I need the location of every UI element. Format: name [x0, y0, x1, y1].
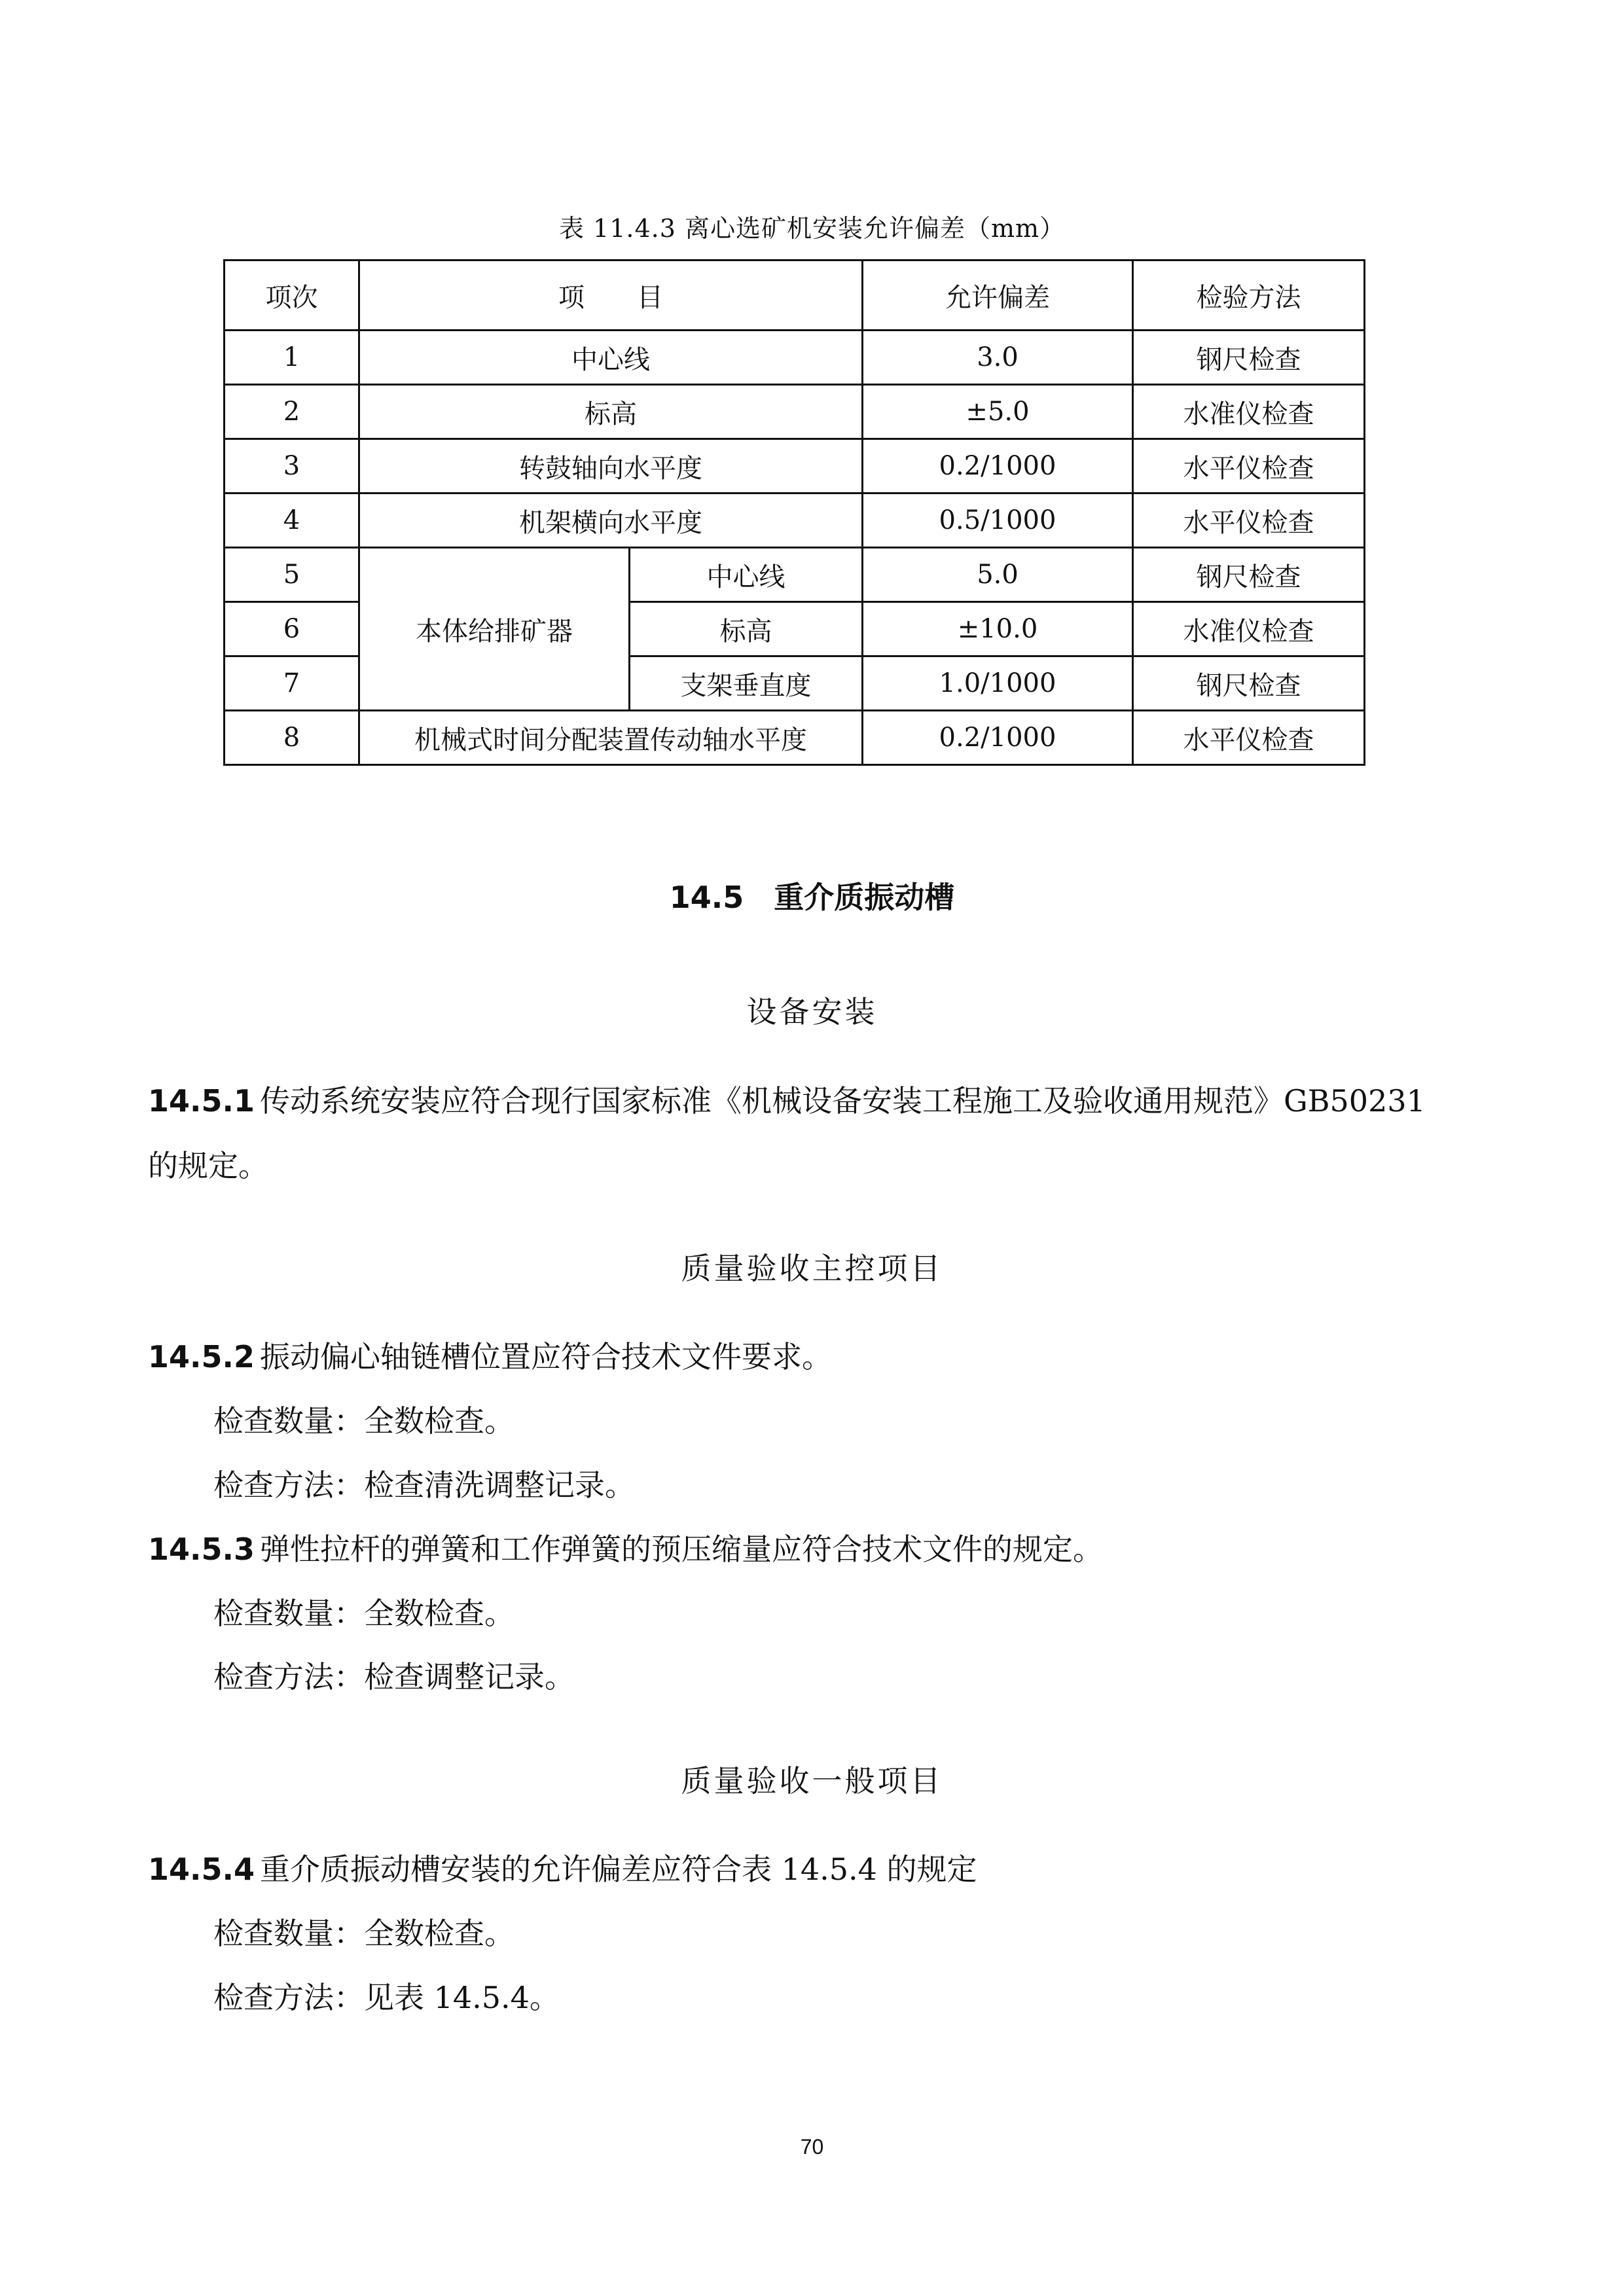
row-index: 8 [225, 711, 359, 765]
table-row [225, 439, 1365, 493]
clause-14-5-1 [148, 1077, 1426, 1121]
row-method: 水准仪检查 [1133, 385, 1365, 439]
tolerance-table [223, 259, 1365, 766]
row-index: 5 [225, 548, 359, 602]
header-tolerance: 允许偏差 [863, 260, 1133, 331]
row-method: 水准仪检查 [1133, 602, 1365, 656]
table-row [225, 548, 1365, 602]
row-tolerance: ±5.0 [863, 385, 1133, 439]
row-index: 2 [225, 385, 359, 439]
row-method: 钢尺检查 [1133, 331, 1365, 385]
row-tolerance: 0.2/1000 [863, 439, 1133, 493]
clause-14-5-1-continued: 的规定。 [148, 1148, 268, 1183]
row-tolerance: 0.5/1000 [863, 493, 1133, 548]
row-item: 支架垂直度 [630, 656, 863, 711]
row-tolerance: 0.2/1000 [863, 711, 1133, 765]
table-row [225, 493, 1365, 548]
row-index: 7 [225, 656, 359, 711]
check-method: 检查方法：检查清洗调整记录。 [213, 1467, 635, 1503]
row-index: 1 [225, 331, 359, 385]
subheading-main-items: 质量验收主控项目 [681, 1251, 943, 1286]
row-item: 标高 [630, 602, 863, 656]
row-item: 机械式时间分配装置传动轴水平度 [359, 711, 863, 765]
row-item: 机架横向水平度 [359, 493, 863, 548]
section-title: 重介质振动槽 [774, 880, 955, 915]
row-method: 水平仪检查 [1133, 439, 1365, 493]
clause-number: 14.5.1 [148, 1083, 255, 1119]
clause-text: 弹性拉杆的弹簧和工作弹簧的预压缩量应符合技术文件的规定。 [259, 1532, 1103, 1567]
row-method: 钢尺检查 [1133, 656, 1365, 711]
row-index: 3 [225, 439, 359, 493]
row-index: 6 [225, 602, 359, 656]
clause-text: 振动偏心轴链槽位置应符合技术文件要求。 [259, 1339, 832, 1374]
row-item: 标高 [359, 385, 863, 439]
row-method: 钢尺检查 [1133, 548, 1365, 602]
row-tolerance: 3.0 [863, 331, 1133, 385]
row-item: 中心线 [359, 331, 863, 385]
row-tolerance: ±10.0 [863, 602, 1133, 656]
check-method: 检查方法：检查调整记录。 [213, 1659, 575, 1695]
row-method: 水平仪检查 [1133, 493, 1365, 548]
table-caption: 表 11.4.3 离心选矿机安装允许偏差（mm） [558, 214, 1066, 243]
table-row [225, 331, 1365, 385]
row-tolerance: 1.0/1000 [863, 656, 1133, 711]
header-index: 项次 [225, 260, 359, 331]
page-number: 70 [800, 2135, 824, 2159]
clause-number: 14.5.3 [148, 1532, 255, 1567]
check-quantity: 检查数量：全数检查。 [213, 1916, 514, 1951]
clause-14-5-3 [148, 1526, 1103, 1569]
check-method: 检查方法：见表 14.5.4。 [213, 1980, 560, 2015]
section-heading [0, 874, 1624, 917]
clause-number: 14.5.4 [148, 1852, 255, 1887]
clause-text: 重介质振动槽安装的允许偏差应符合表 14.5.4 的规定 [259, 1852, 977, 1887]
header-method: 检验方法 [1133, 260, 1365, 331]
table-row [225, 385, 1365, 439]
header-item: 项 目 [359, 260, 863, 331]
table-row [225, 711, 1365, 765]
subheading-general-items: 质量验收一般项目 [681, 1763, 943, 1799]
section-number: 14.5 [669, 880, 744, 915]
row-index: 4 [225, 493, 359, 548]
row-method: 水平仪检查 [1133, 711, 1365, 765]
clause-text: 传动系统安装应符合现行国家标准《机械设备安装工程施工及验收通用规范》GB50231 [259, 1083, 1426, 1119]
row-group-label: 本体给排矿器 [359, 548, 630, 711]
clause-number: 14.5.2 [148, 1339, 255, 1374]
clause-14-5-4 [148, 1846, 977, 1889]
row-tolerance: 5.0 [863, 548, 1133, 602]
table-header-row [225, 260, 1365, 331]
clause-14-5-2 [148, 1333, 832, 1376]
check-quantity: 检查数量：全数检查。 [213, 1403, 514, 1439]
row-item: 转鼓轴向水平度 [359, 439, 863, 493]
row-item: 中心线 [630, 548, 863, 602]
check-quantity: 检查数量：全数检查。 [213, 1596, 514, 1631]
subheading-install: 设备安装 [746, 994, 878, 1030]
